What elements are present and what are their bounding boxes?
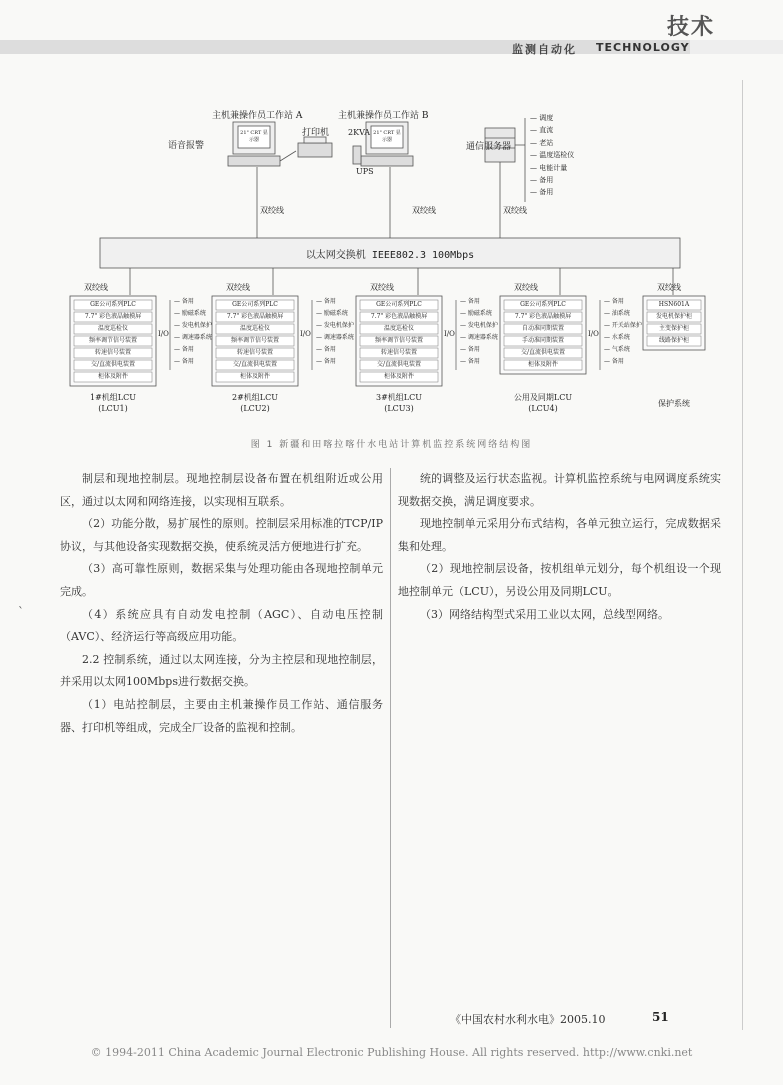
unit-row-label: 7.7" 彩色液晶触摸屏 <box>514 313 572 320</box>
io-item: — 发电机保护 <box>174 322 212 329</box>
io-item: — 备用 <box>174 358 194 365</box>
column-divider <box>390 468 391 1028</box>
io-item: — 励磁系统 <box>174 310 206 317</box>
unit-row-label: 线路保护柜 <box>658 337 689 344</box>
io-item: — 调速器系统 <box>174 334 212 341</box>
unit-row-label: 交/直流供电装置 <box>232 361 278 368</box>
io-label: I/O <box>444 330 455 338</box>
unit-row-label: 频率调节信号装置 <box>88 337 137 344</box>
unit-twisted-pair-label: 双绞线 <box>370 283 394 292</box>
unit-row-label: 温度巡检仪 <box>97 325 128 332</box>
unit-row-label: 发电机保护柜 <box>655 313 692 320</box>
comm-server-label: 通信服务器 <box>466 142 512 152</box>
unit-name: 1#机组LCU <box>90 393 136 402</box>
workstation-a-label: 主机兼操作员工作站 A <box>212 111 303 121</box>
workstation-b-label: 主机兼操作员工作站 B <box>338 111 429 121</box>
unit-row-label: 7.7" 彩色液晶触摸屏 <box>226 313 284 320</box>
unit-twisted-pair-label: 双绞线 <box>657 283 681 292</box>
twisted-pair-label-a: 双绞线 <box>260 206 284 215</box>
io-item: — 开关站保护 <box>604 322 642 329</box>
unit-row-label: 频率调节信号装置 <box>374 337 423 344</box>
unit-twisted-pair-label: 双绞线 <box>84 283 108 292</box>
comm-list-item: — 温度巡检仪 <box>530 151 575 160</box>
unit-code: (LCU2) <box>240 404 270 413</box>
io-item: — 备用 <box>174 298 194 305</box>
switch-label: 以太网交换机 IEEE802.3 100Mbps <box>305 250 475 261</box>
body-paragraph: （4）系统应具有自动发电控制（AGC）、自动电压控制（AVC）、经济运行等高级应用功能。 <box>60 607 383 644</box>
io-item: — 备用 <box>604 298 624 305</box>
comm-list-item: — 备用 <box>530 176 554 185</box>
io-item: — 油系统 <box>604 310 630 317</box>
unit-row-label: 柜体及附件 <box>527 361 558 368</box>
ups-power-label: 2KVA <box>348 128 371 137</box>
unit-row-label: 温度巡检仪 <box>239 325 270 332</box>
body-paragraph: （2）功能分散，易扩展性的原则。控制层采用标准的TCP/IP协议，与其他设备实现数据交换，使系统灵活方便地进行扩充。 <box>60 517 383 553</box>
io-label: I/O <box>588 330 599 338</box>
unit-code: (LCU1) <box>98 404 128 413</box>
unit-row-label: HSN601A <box>658 301 690 308</box>
comm-list-item: — 老站 <box>530 138 554 147</box>
io-item: — 励磁系统 <box>460 310 492 317</box>
printer-icon <box>298 143 332 157</box>
unit-row-label: GE公司系列PLC <box>520 301 566 308</box>
body-paragraph: 统的调整及运行状态监视。计算机监控系统与电网调度系统实现数据交换，满足调度要求。 <box>398 472 721 508</box>
unit-row-label: 转速信号装置 <box>380 349 417 356</box>
io-item: — 备用 <box>604 358 624 365</box>
page-number: 51 <box>652 1010 669 1024</box>
unit-row-label: GE公司系列PLC <box>90 301 136 308</box>
unit-row-label: 自动准同期装置 <box>521 325 564 332</box>
io-item: — 备用 <box>460 358 480 365</box>
crt-a-label: 21" CRT 显示器 <box>240 130 268 143</box>
body-paragraph: 2.2 控制系统，通过以太网连接，分为主控层和现地控制层，并采用以太网100Mbps进行数据交换。 <box>60 652 383 689</box>
twisted-pair-label-b: 双绞线 <box>412 206 436 215</box>
io-item: — 励磁系统 <box>316 310 348 317</box>
twisted-pair-label-c: 双绞线 <box>503 206 527 215</box>
body-paragraph: （3）高可靠性原则，数据采集与处理功能由各现地控制单元完成。 <box>60 562 383 598</box>
io-item: — 备用 <box>460 298 480 305</box>
body-paragraph: （1）电站控制层，主要由主机兼操作员工作站、通信服务器、打印机等组成，完成全厂设备的监视和控制。 <box>60 697 383 734</box>
unit-row-label: 柜体及附件 <box>383 373 414 380</box>
crt-b-label: 21" CRT 显示器 <box>373 130 401 143</box>
io-item: — 发电机保护 <box>316 322 354 329</box>
unit-name: 公用及同期LCU <box>513 393 573 402</box>
printer-label: 打印机 <box>302 128 330 138</box>
section-subtitle-en: TECHNOLOGY <box>596 41 690 54</box>
body-paragraph: 制层和现地控制层。现地控制层设备布置在机组附近或公用区，通过以太网和网络连接，以实现相互联系。 <box>60 472 383 508</box>
unit-row-label: 柜体及附件 <box>97 373 128 380</box>
section-title: 技术 <box>666 15 715 40</box>
unit-name: 保护系统 <box>658 399 690 408</box>
unit-row-label: 7.7" 彩色液晶触摸屏 <box>84 313 142 320</box>
unit-row-label: 主变保护柜 <box>658 325 689 332</box>
voice-alarm-label: 语音报警 <box>168 141 205 151</box>
network-diagram <box>0 0 783 460</box>
comm-list-item: — 电能计量 <box>530 163 568 172</box>
unit-row-label: 交/直流供电装置 <box>376 361 422 368</box>
comm-list <box>530 112 574 199</box>
ups-label: UPS <box>356 167 374 176</box>
body-paragraph: （3）网络结构型式采用工业以太网，总线型网络。 <box>420 607 669 621</box>
unit-row-label: 柜体及附件 <box>239 373 270 380</box>
body-paragraph: （2）现地控制层设备，按机组单元划分，每个机组设一个现地控制单元（LCU），另设公用及同期LCU。 <box>398 562 721 598</box>
unit-row-label: GE公司系列PLC <box>376 301 422 308</box>
unit-row-label: 交/直流供电装置 <box>90 361 136 368</box>
io-label: I/O <box>300 330 311 338</box>
unit-row-label: 转速信号装置 <box>236 349 273 356</box>
unit-row-label: 温度巡检仪 <box>383 325 414 332</box>
journal-name: 《中国农村水利水电》2005.10 <box>450 1013 606 1026</box>
io-item: — 备用 <box>460 346 480 353</box>
io-item: — 备用 <box>174 346 194 353</box>
unit-row-label: 频率调节信号装置 <box>230 337 279 344</box>
network-figure <box>0 0 783 460</box>
figure-caption: 图 1 新疆和田喀拉喀什水电站计算机监控系统网络结构图 <box>250 440 533 450</box>
io-label: I/O <box>158 330 169 338</box>
margin-rule <box>742 80 743 1030</box>
unit-twisted-pair-label: 双绞线 <box>226 283 250 292</box>
unit-row-label: 手动准同期装置 <box>521 337 564 344</box>
unit-code: (LCU4) <box>528 404 558 413</box>
io-item: — 调速器系统 <box>460 334 498 341</box>
io-item: — 水系统 <box>604 334 630 341</box>
unit-row-label: 转速信号装置 <box>94 349 131 356</box>
unit-row-label: 交/直流供电装置 <box>520 349 566 356</box>
unit-twisted-pair-label: 双绞线 <box>514 283 538 292</box>
comm-list-item: — 直流 <box>530 126 554 135</box>
copyright-notice: © 1994-2011 China Academic Journal Electronic Publishing House. All rights reserved. http://www.cnki.net <box>90 1046 693 1059</box>
unit-code: (LCU3) <box>384 404 414 413</box>
body-column-right <box>398 468 721 626</box>
comm-list-item: — 调度 <box>530 114 554 122</box>
unit-row-label: 7.7" 彩色液晶触摸屏 <box>370 313 428 320</box>
unit-name: 3#机组LCU <box>376 393 422 402</box>
io-item: — 备用 <box>316 358 336 365</box>
body-paragraph: 现地控制单元采用分布式结构，各单元独立运行，完成数据采集和处理。 <box>398 517 721 553</box>
body-column-left <box>60 468 383 739</box>
unit-name: 2#机组LCU <box>232 393 278 402</box>
io-item: — 备用 <box>316 346 336 353</box>
io-item: — 调速器系统 <box>316 334 354 341</box>
io-item: — 发电机保护 <box>460 322 498 329</box>
margin-mark: ` <box>18 605 24 619</box>
unit-row-label: GE公司系列PLC <box>232 301 278 308</box>
comm-list-item: — 备用 <box>530 188 554 197</box>
ups-icon <box>353 146 361 164</box>
io-item: — 备用 <box>316 298 336 305</box>
section-subtitle-cn: 监测自动化 <box>512 43 577 56</box>
io-item: — 气系统 <box>604 346 630 353</box>
